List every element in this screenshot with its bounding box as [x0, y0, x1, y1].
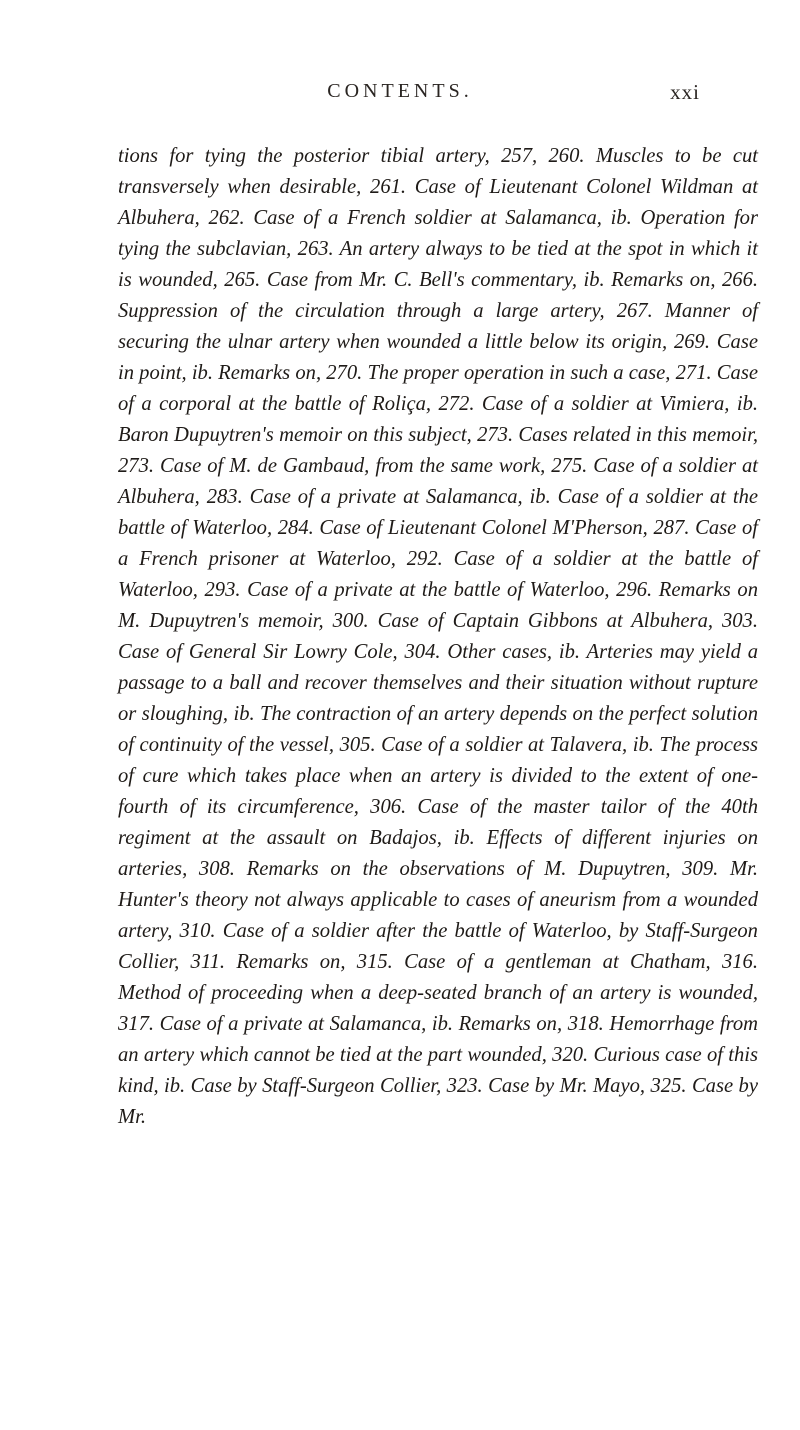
page-reference: ib.	[583, 269, 605, 291]
page-number: xxi	[670, 80, 700, 104]
page-reference: 293.	[204, 579, 241, 601]
entry-text: Cases related in this memoir,	[513, 424, 758, 446]
entry-text: Case of a soldier after the battle of Waterloo, by Staff-Surgeon Collier,	[118, 920, 758, 973]
entry-text: th regiment at the assault on Badajos,	[118, 796, 758, 849]
page-reference: ib.	[164, 1075, 186, 1097]
page-reference: 310.	[179, 920, 216, 942]
entry-text: The process of cure which takes place when an artery is divided to the extent of one-fourth of its circumference,	[118, 734, 759, 818]
entry-text: Case of a soldier at Albuhera,	[118, 455, 758, 508]
page-reference: 40	[721, 796, 742, 818]
page-reference: 273.	[477, 424, 514, 446]
page-reference: 320.	[552, 1044, 589, 1066]
page-reference: 257, 260.	[501, 145, 585, 167]
entry-text: Case of a gentleman at Chatham,	[392, 951, 722, 973]
entry-text: Arteries may yield a passage to a ball and recover themselves and their situation without rupture or sloughing,	[118, 641, 759, 725]
page-reference: 318.	[567, 1013, 604, 1035]
entry-text: Other cases,	[440, 641, 559, 663]
entry-text: tions for tying the posterior tibial artery,	[118, 145, 502, 167]
entry-text: Remarks on,	[453, 1013, 568, 1035]
entry-text: An artery always to be tied at the spot in which it is wounded,	[118, 238, 758, 291]
entry-text: Hemorrhage from an artery which cannot be tied at the part wounded,	[118, 1013, 759, 1066]
entry-text: Remarks on,	[212, 362, 327, 384]
entry-text: Case of M. de Gambaud, from the same work,	[154, 455, 552, 477]
page-reference: ib.	[632, 734, 654, 756]
page-reference: 305.	[339, 734, 376, 756]
page-reference: 303.	[721, 610, 758, 632]
entry-text: Case of Lieutenant Colonel M'Pherson,	[313, 517, 654, 539]
page-reference: 266.	[721, 269, 759, 291]
page-reference: ib.	[558, 641, 581, 663]
entry-text: Case of a French soldier at Salamanca,	[244, 207, 611, 229]
entry-text: Remarks on,	[604, 269, 722, 291]
page-reference: 311.	[190, 951, 226, 973]
page-reference: 287.	[653, 517, 690, 539]
entry-text: Baron Dupuytren's memoir on this subject,	[118, 424, 478, 446]
entry-text: Case of a soldier at the battle of Waterloo,	[118, 548, 758, 601]
entry-text: Case of a French prisoner at Waterloo,	[118, 517, 758, 570]
page-reference: ib.	[529, 486, 551, 508]
page-reference: 271.	[675, 362, 712, 384]
page-reference: ib.	[610, 207, 632, 229]
entry-text: Effects of different injuries on arteries,	[118, 827, 758, 880]
entry-text: Case by Mr.	[118, 1075, 758, 1128]
entry-text: Case by Mr. Mayo,	[482, 1075, 651, 1097]
entry-text: Remarks on M. Dupuytren's memoir,	[118, 579, 758, 632]
page-reference: 267.	[616, 300, 653, 322]
entry-text: The contraction of an artery depends on the	[254, 703, 630, 725]
page-reference: 269.	[673, 331, 710, 353]
entry-text: Case by Staff-Surgeon Collier,	[185, 1075, 447, 1097]
page-reference: perfect	[629, 703, 687, 725]
page-reference: 262.	[208, 207, 245, 229]
entry-text: Case of Captain Gibbons at Albuhera,	[368, 610, 722, 632]
page-reference: ib.	[736, 393, 759, 415]
entry-text: Case of a private at the battle of Waterloo,	[240, 579, 617, 601]
entry-text: Remarks on the observations of M. Dupuytren,	[234, 858, 683, 880]
entry-text: Suppression of the circulation through a large artery,	[118, 300, 617, 322]
page-reference: 323.	[446, 1075, 483, 1097]
page-reference: 315.	[356, 951, 393, 973]
page-reference: ib.	[453, 827, 475, 849]
page-reference: 296.	[616, 579, 653, 601]
entry-text: Remarks on,	[225, 951, 357, 973]
entry-text: Case of the master tailor of the	[406, 796, 722, 818]
entry-text: Case of a corporal at the battle of Roliça,	[118, 362, 758, 415]
page-reference: 265.	[224, 269, 261, 291]
entry-text: Curious case of this kind,	[118, 1044, 759, 1097]
running-head	[0, 80, 800, 110]
entry-text: Case of a private at Salamanca,	[242, 486, 530, 508]
entry-text: Manner of securing the ulnar artery when wounded a little below its origin,	[118, 300, 758, 353]
entry-text: Case of Lieutenant Colonel Wildman at Albuhera,	[118, 176, 758, 229]
page-reference: 317.	[118, 1013, 155, 1035]
entry-text: The proper operation in such a case,	[362, 362, 676, 384]
page-reference: 292.	[406, 548, 443, 570]
page-reference: 316.	[721, 951, 758, 973]
page-title: CONTENTS.	[327, 80, 473, 102]
page-reference: ib.	[431, 1013, 454, 1035]
entry-text: Case from Mr. C. Bell's commentary,	[260, 269, 584, 291]
contents-paragraph	[118, 141, 758, 1133]
page-reference: 304.	[404, 641, 441, 663]
page-reference: 283.	[206, 486, 243, 508]
page-reference: 272.	[438, 393, 475, 415]
entry-text: Case of General Sir Lowry Cole,	[118, 641, 405, 663]
entry-text: Case of a soldier at Talavera,	[375, 734, 633, 756]
page-reference: 273.	[118, 455, 155, 477]
page-reference: 325.	[650, 1075, 687, 1097]
page-reference: 261.	[370, 176, 407, 198]
page-reference: 308.	[198, 858, 235, 880]
page-reference: 284.	[277, 517, 314, 539]
page-reference: ib.	[191, 362, 213, 384]
entry-text: Case in point,	[118, 331, 758, 384]
entry-text: Method of proceeding when a deep-seated branch of an artery is wounded,	[118, 982, 758, 1004]
entry-text: Muscles to be cut transversely when desirable,	[118, 145, 758, 198]
entry-text: solution of continuity of the vessel,	[118, 703, 758, 756]
page-reference: 309.	[682, 858, 719, 880]
entry-text: Operation for tying the subclavian,	[118, 207, 758, 260]
page-reference: 275.	[551, 455, 588, 477]
page-reference: 300.	[332, 610, 369, 632]
page-reference: 270.	[326, 362, 363, 384]
page-reference: 306.	[370, 796, 407, 818]
entry-text: Case of a private at Salamanca,	[154, 1013, 432, 1035]
entry-text: Case of a soldier at Vimiera,	[474, 393, 737, 415]
page-reference: 263.	[297, 238, 334, 260]
entry-text: Case of a soldier at the battle of Waterloo,	[118, 486, 759, 539]
entry-text: Mr. Hunter's theory not always applicable to cases of aneurism from a wounded artery,	[118, 858, 758, 942]
page-reference: ib.	[233, 703, 255, 725]
